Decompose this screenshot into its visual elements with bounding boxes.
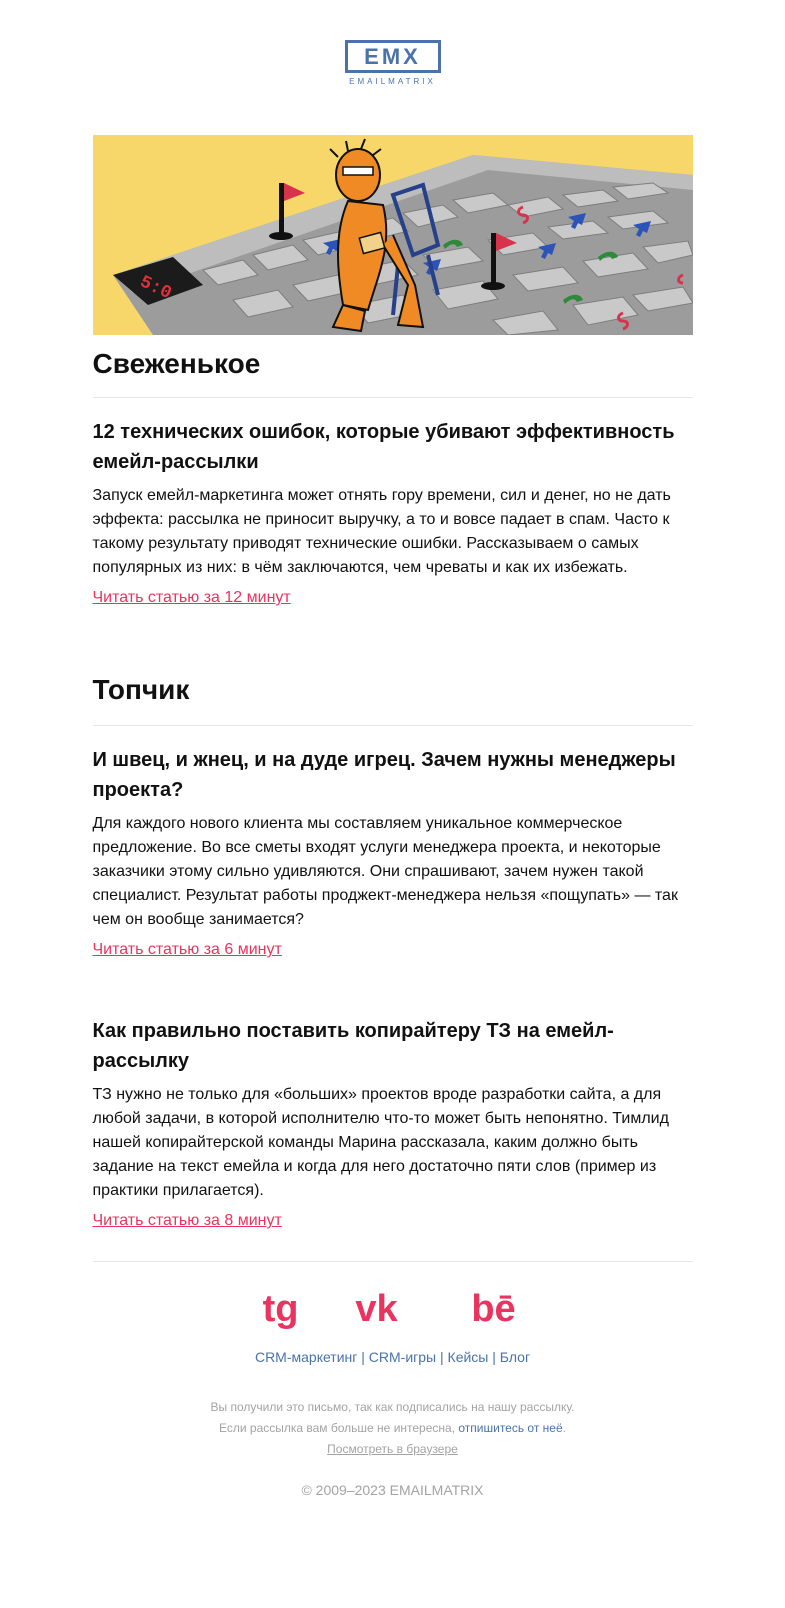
telegram-link[interactable]: tg <box>262 1288 299 1330</box>
article-title[interactable]: Как правильно поставить копирайтеру ТЗ на емейл-рассылку <box>92 1020 614 1072</box>
section-top <box>93 673 693 1233</box>
header-logo[interactable] <box>93 0 693 92</box>
logo-subtitle: EMAILMATRIX <box>349 77 436 86</box>
logo-text: EMX <box>364 43 421 69</box>
svg-text:5:0: 5:0 <box>135 272 174 305</box>
footer-link-cases[interactable]: Кейсы <box>447 1349 489 1365</box>
hero-illustration <box>93 135 693 335</box>
section-title: Свеженькое <box>92 348 261 379</box>
social-links <box>93 1288 693 1331</box>
article-card <box>93 745 693 962</box>
vk-link[interactable]: vk <box>355 1288 398 1330</box>
section-divider <box>93 725 693 726</box>
notice-line-unsubscribe <box>93 1418 693 1439</box>
section-divider <box>93 397 693 398</box>
notice-line: Вы получили это письмо, так как подписались на нашу рассылку. <box>210 1400 575 1414</box>
article-card <box>93 1016 693 1233</box>
view-in-browser-link[interactable]: Посмотреть в браузере <box>327 1442 458 1456</box>
read-article-link[interactable]: Читать статью за 12 минут <box>92 589 291 606</box>
article-summary: ТЗ нужно не только для «больших» проектов вроде разработки сайта, а для любой задачи, в которой исполнителю что-то может быть непонятно. Тимлид нашей копирайтерской команды Марина рассказала, каким должно быть задание на текст емейла и когда для него достаточно пяти слов (пример из практики прилагается). <box>92 1086 669 1199</box>
footer-nav <box>93 1349 693 1365</box>
unsubscribe-link[interactable]: отпишитесь от неё <box>458 1421 563 1435</box>
logo-mark <box>345 40 441 73</box>
footer-divider <box>93 1261 693 1262</box>
read-article-link[interactable]: Читать статью за 6 минут <box>92 941 282 958</box>
notice-text: Если рассылка вам больше не интересна, <box>218 1421 459 1435</box>
footer-link-crm-games[interactable]: CRM-игры <box>368 1349 437 1365</box>
notice-period: . <box>562 1421 566 1435</box>
footer-separator: | <box>361 1349 365 1365</box>
article-card <box>93 417 693 610</box>
footer-separator: | <box>440 1349 444 1365</box>
article-summary: Для каждого нового клиента мы составляем уникальное коммерческое предложение. Во все сметы входят услуги менеджера проекта, и некоторые заказчики этому сильно удивляются. Они спрашивают, зачем нужен такой специалист. Результат работы проджект-менеджера нельзя «пощупать» — так чем он вообще занимается? <box>92 815 678 928</box>
email-container <box>93 0 693 1498</box>
section-title: Топчик <box>92 674 190 705</box>
copyright: © 2009–2023 EMAILMATRIX <box>301 1482 484 1498</box>
section-fresh <box>93 347 693 610</box>
footer-separator: | <box>492 1349 496 1365</box>
read-article-link[interactable]: Читать статью за 8 минут <box>92 1212 282 1229</box>
article-title[interactable]: 12 технических ошибок, которые убивают эффективность емейл-рассылки <box>92 421 675 473</box>
article-summary: Запуск емейл-маркетинга может отнять гору времени, сил и денег, но не дать эффекта: рассылка не приносит выручку, а то и вовсе падает в спам. Часто к такому результату приводят технические ошибки. Рассказываем о самых популярных из них: в чём заключаются, чем чреваты и как их избежать. <box>92 487 671 576</box>
behance-link[interactable]: bē <box>471 1288 516 1330</box>
footer-link-crm-marketing[interactable]: CRM-маркетинг <box>254 1349 358 1365</box>
subscription-notice <box>93 1397 693 1460</box>
footer-link-blog[interactable]: Блог <box>499 1349 531 1365</box>
article-title[interactable]: И швец, и жнец, и на дуде игрец. Зачем нужны менеджеры проекта? <box>92 749 676 801</box>
